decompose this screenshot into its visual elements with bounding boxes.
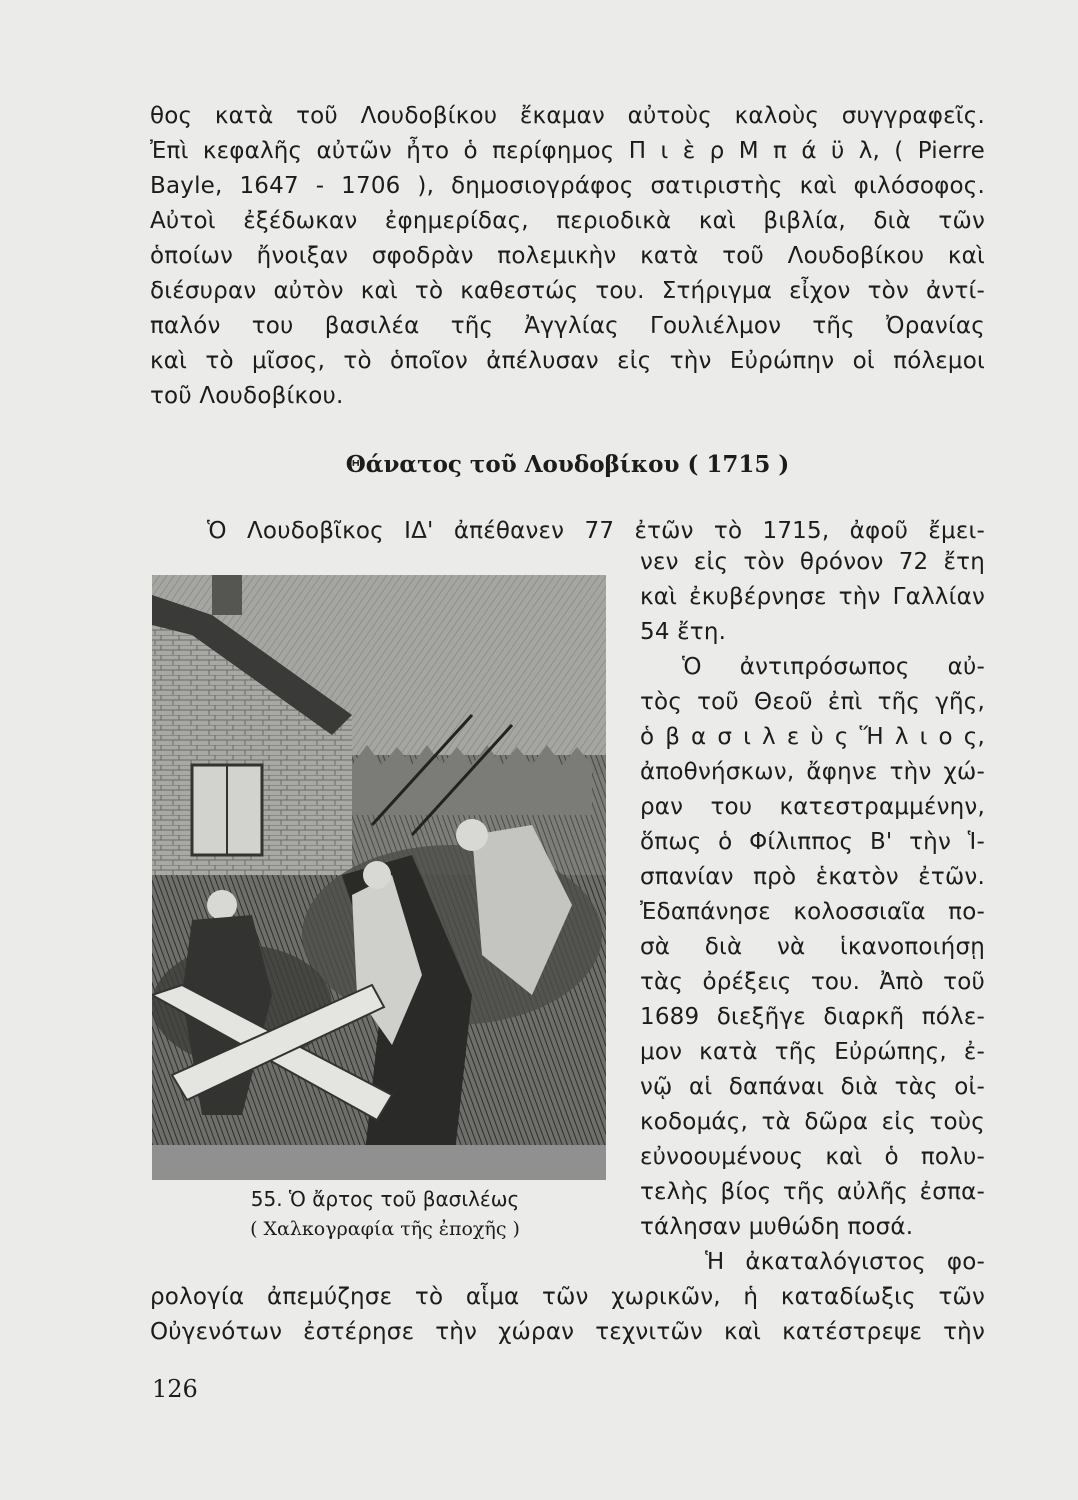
text-line: τελὴς βίος τῆς αὐλῆς ἐσπα- — [640, 1179, 985, 1205]
text-line: Ὁ ἀντιπρόσωπος αὐ- — [682, 654, 985, 680]
page-number: 126 — [152, 1375, 198, 1403]
figure-caption: 55. Ὁ ἄρτος τοῦ βασιλέως — [250, 1187, 520, 1211]
text-line: τὰς ὀρέξεις του. Ἀπὸ τοῦ — [640, 969, 985, 995]
section-heading: Θάνατος τοῦ Λουδοβίκου ( 1715 ) — [345, 451, 790, 478]
text-line: τάλησαν μυθώδη ποσά. — [640, 1214, 914, 1240]
text-line: ἀποθνήσκων, ἄφηνε τὴν χώ- — [640, 759, 985, 785]
figure-caption-source: ( Χαλκογραφία τῆς ἐποχῆς ) — [250, 1218, 520, 1240]
text-line: καὶ ἐκυβέρνησε τὴν Γαλλίαν — [640, 584, 985, 610]
text-line: Ἡ ἀκαταλόγιστος φο- — [705, 1249, 985, 1275]
text-line: Αὐτοὶ ἐξέδωκαν ἐφημερίδας, περιοδικὰ καὶ βιβλία, διὰ τῶν — [150, 208, 985, 234]
text-line: κοδομάς, τὰ δῶρα εἰς τοὺς — [640, 1109, 985, 1135]
text-line: ὁποίων ἤνοιξαν σφοδρὰν πολεμικὴν κατὰ τοῦ Λουδοβίκου καὶ — [150, 243, 985, 269]
text-line: ραν του κατεστραμμένην, — [640, 794, 985, 820]
text-line: σπανίαν πρὸ ἑκατὸν ἐτῶν. — [640, 864, 985, 890]
text-line: καὶ τὸ μῖσος, τὸ ὁποῖον ἀπέλυσαν εἰς τὴν Εὐρώπην οἱ πόλεμοι — [150, 348, 985, 374]
text-line: νῷ αἱ δαπάναι διὰ τὰς οἰ- — [640, 1074, 985, 1100]
text-line: τὸς τοῦ Θεοῦ ἐπὶ τῆς γῆς, — [640, 689, 985, 715]
text-line: Ἐδαπάνησε κολοσσιαῖα πο- — [640, 899, 985, 925]
text-line: μον κατὰ τῆς Εὐρώπης, ἐ- — [640, 1039, 985, 1065]
text-line: τοῦ Λουδοβίκου. — [150, 383, 344, 409]
text-line: σὰ διὰ νὰ ἱκανοποιήσῃ — [640, 934, 985, 960]
text-line: Οὐγενότων ἐστέρησε τὴν χώραν τεχνιτῶν καὶ κατέστρεψε τὴν — [150, 1319, 985, 1345]
text-line: διέσυραν αὐτὸν καὶ τὸ καθεστώς του. Στήριγμα εἶχον τὸν ἀντί- — [150, 278, 985, 304]
text-line: Bayle, 1647 - 1706 ), δημοσιογράφος σατιριστὴς καὶ φιλόσοφος. — [150, 173, 985, 199]
text-line: εὐνοουμένους καὶ ὁ πολυ- — [640, 1144, 985, 1170]
text-line: Ὁ Λουδοβῖκος ΙΔ' ἀπέθανεν 77 ἐτῶν τὸ 1715, ἀφοῦ ἔμει- — [207, 518, 985, 544]
engraving-image — [152, 575, 606, 1180]
text-line: νεν εἰς τὸν θρόνον 72 ἔτη — [640, 549, 985, 575]
text-line: 1689 διεξῆγε διαρκῆ πόλε- — [640, 1004, 985, 1030]
text-line: ὁ β α σ ι λ ε ὺ ς Ἥ λ ι ο ς, — [640, 724, 985, 750]
text-line: ὅπως ὁ Φίλιππος Β' τὴν Ἱ- — [640, 829, 985, 855]
text-line: θος κατὰ τοῦ Λουδοβίκου ἔκαμαν αὐτοὺς καλοὺς συγγραφεῖς. — [150, 103, 985, 129]
text-line: παλόν του βασιλέα τῆς Ἀγγλίας Γουλιέλμον τῆς Ὀρανίας — [150, 313, 985, 339]
text-line: 54 ἔτη. — [640, 619, 727, 645]
text-line: Ἐπὶ κεφαλῆς αὐτῶν ἦτο ὁ περίφημος Π ι ὲ ρ Μ π ά ϋ λ, ( Pierre — [150, 138, 985, 164]
text-line: ρολογία ἀπεμύζησε τὸ αἷμα τῶν χωρικῶν, ἡ καταδίωξις τῶν — [150, 1284, 985, 1310]
